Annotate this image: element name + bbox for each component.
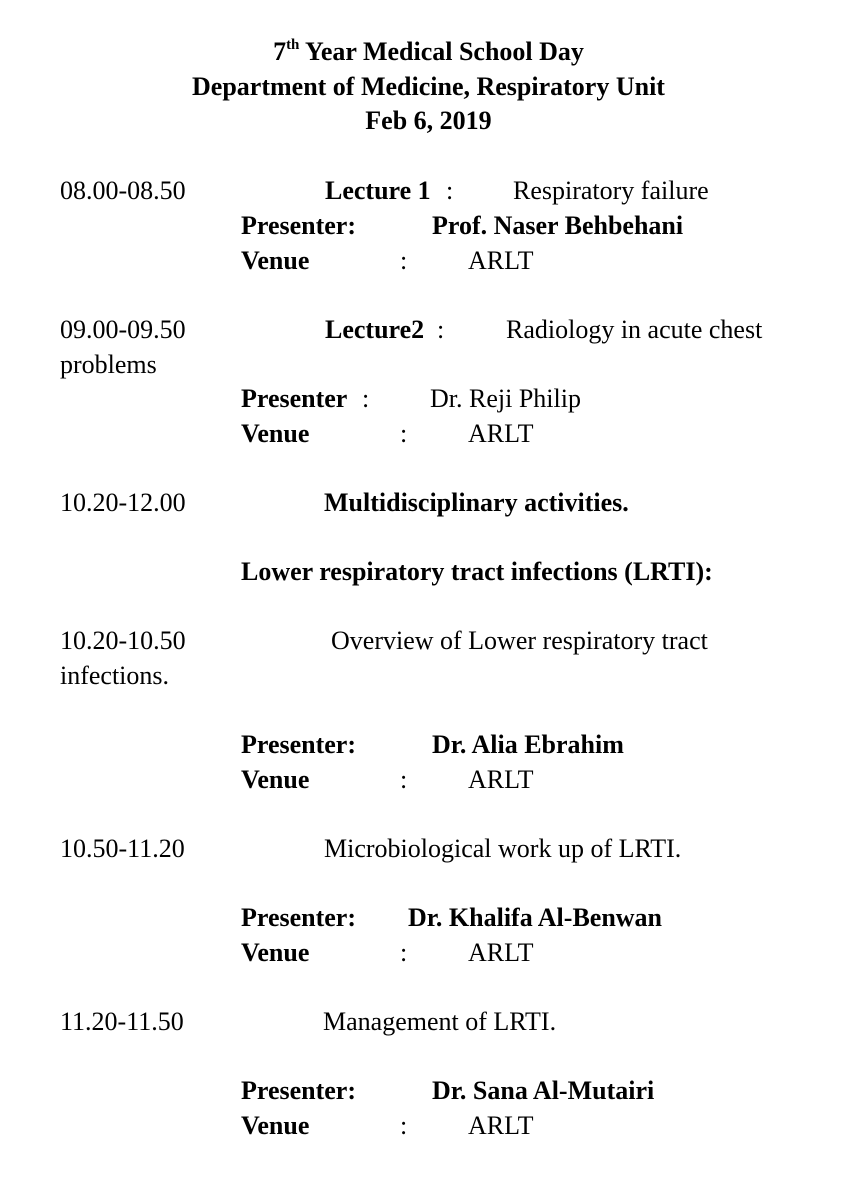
session-time: 11.20-11.50 <box>60 1007 184 1036</box>
session-time: 10.20-12.00 <box>60 488 186 517</box>
session-time: 09.00-09.50 <box>60 315 186 344</box>
presenter-label: Presenter <box>241 384 348 413</box>
venue-value: ARLT <box>468 1111 534 1140</box>
venue-colon: : <box>400 246 408 275</box>
lecture-colon: : <box>437 315 445 344</box>
session-time: 08.00-08.50 <box>60 176 186 205</box>
session-time: 10.50-11.20 <box>60 834 185 863</box>
venue-colon: : <box>400 765 408 794</box>
presenter-name: Dr. Khalifa Al-Benwan <box>408 903 663 932</box>
venue-value: ARLT <box>468 765 534 794</box>
presenter-label: Presenter: <box>241 903 357 932</box>
lecture-label: Lecture2 <box>325 315 425 344</box>
venue-value: ARLT <box>468 938 534 967</box>
title-text: Year Medical School Day <box>299 37 584 66</box>
session-title: Multidisciplinary activities. <box>324 488 629 517</box>
session-topic: Microbiological work up of LRTI. <box>324 834 682 863</box>
section-subheading: Lower respiratory tract infections (LRTI): <box>241 557 713 586</box>
presenter-label: Presenter: <box>241 730 357 759</box>
presenter-name: Dr. Sana Al-Mutairi <box>432 1076 655 1105</box>
lecture-label: Lecture 1 <box>325 176 431 205</box>
presenter-name: Prof. Naser Behbehani <box>432 211 684 240</box>
date-heading: Feb 6, 2019 <box>365 106 492 135</box>
lecture-topic-continuation: problems <box>60 350 157 379</box>
page-title <box>0 36 857 67</box>
venue-value: ARLT <box>468 246 534 275</box>
lecture-topic: Radiology in acute chest <box>506 315 763 344</box>
venue-label: Venue <box>241 246 310 275</box>
session-topic: Management of LRTI. <box>323 1007 557 1036</box>
presenter-name: Dr. Reji Philip <box>430 384 581 413</box>
presenter-name: Dr. Alia Ebrahim <box>432 730 624 759</box>
presenter-colon: : <box>362 384 370 413</box>
venue-colon: : <box>400 938 408 967</box>
presenter-label: Presenter: <box>241 211 357 240</box>
session-topic-continuation: infections. <box>60 661 170 690</box>
venue-value: ARLT <box>468 419 534 448</box>
session-topic: Overview of Lower respiratory tract <box>331 626 708 655</box>
lecture-colon: : <box>446 176 454 205</box>
venue-label: Venue <box>241 938 310 967</box>
session-time: 10.20-10.50 <box>60 626 186 655</box>
title-ordinal: 7 <box>273 37 287 66</box>
venue-colon: : <box>400 419 408 448</box>
venue-label: Venue <box>241 765 310 794</box>
title-ordinal-suffix: th <box>286 37 300 53</box>
presenter-label: Presenter: <box>241 1076 357 1105</box>
venue-label: Venue <box>241 1111 310 1140</box>
venue-label: Venue <box>241 419 310 448</box>
venue-colon: : <box>400 1111 408 1140</box>
department-heading: Department of Medicine, Respiratory Unit <box>192 72 665 101</box>
lecture-topic: Respiratory failure <box>513 176 709 205</box>
